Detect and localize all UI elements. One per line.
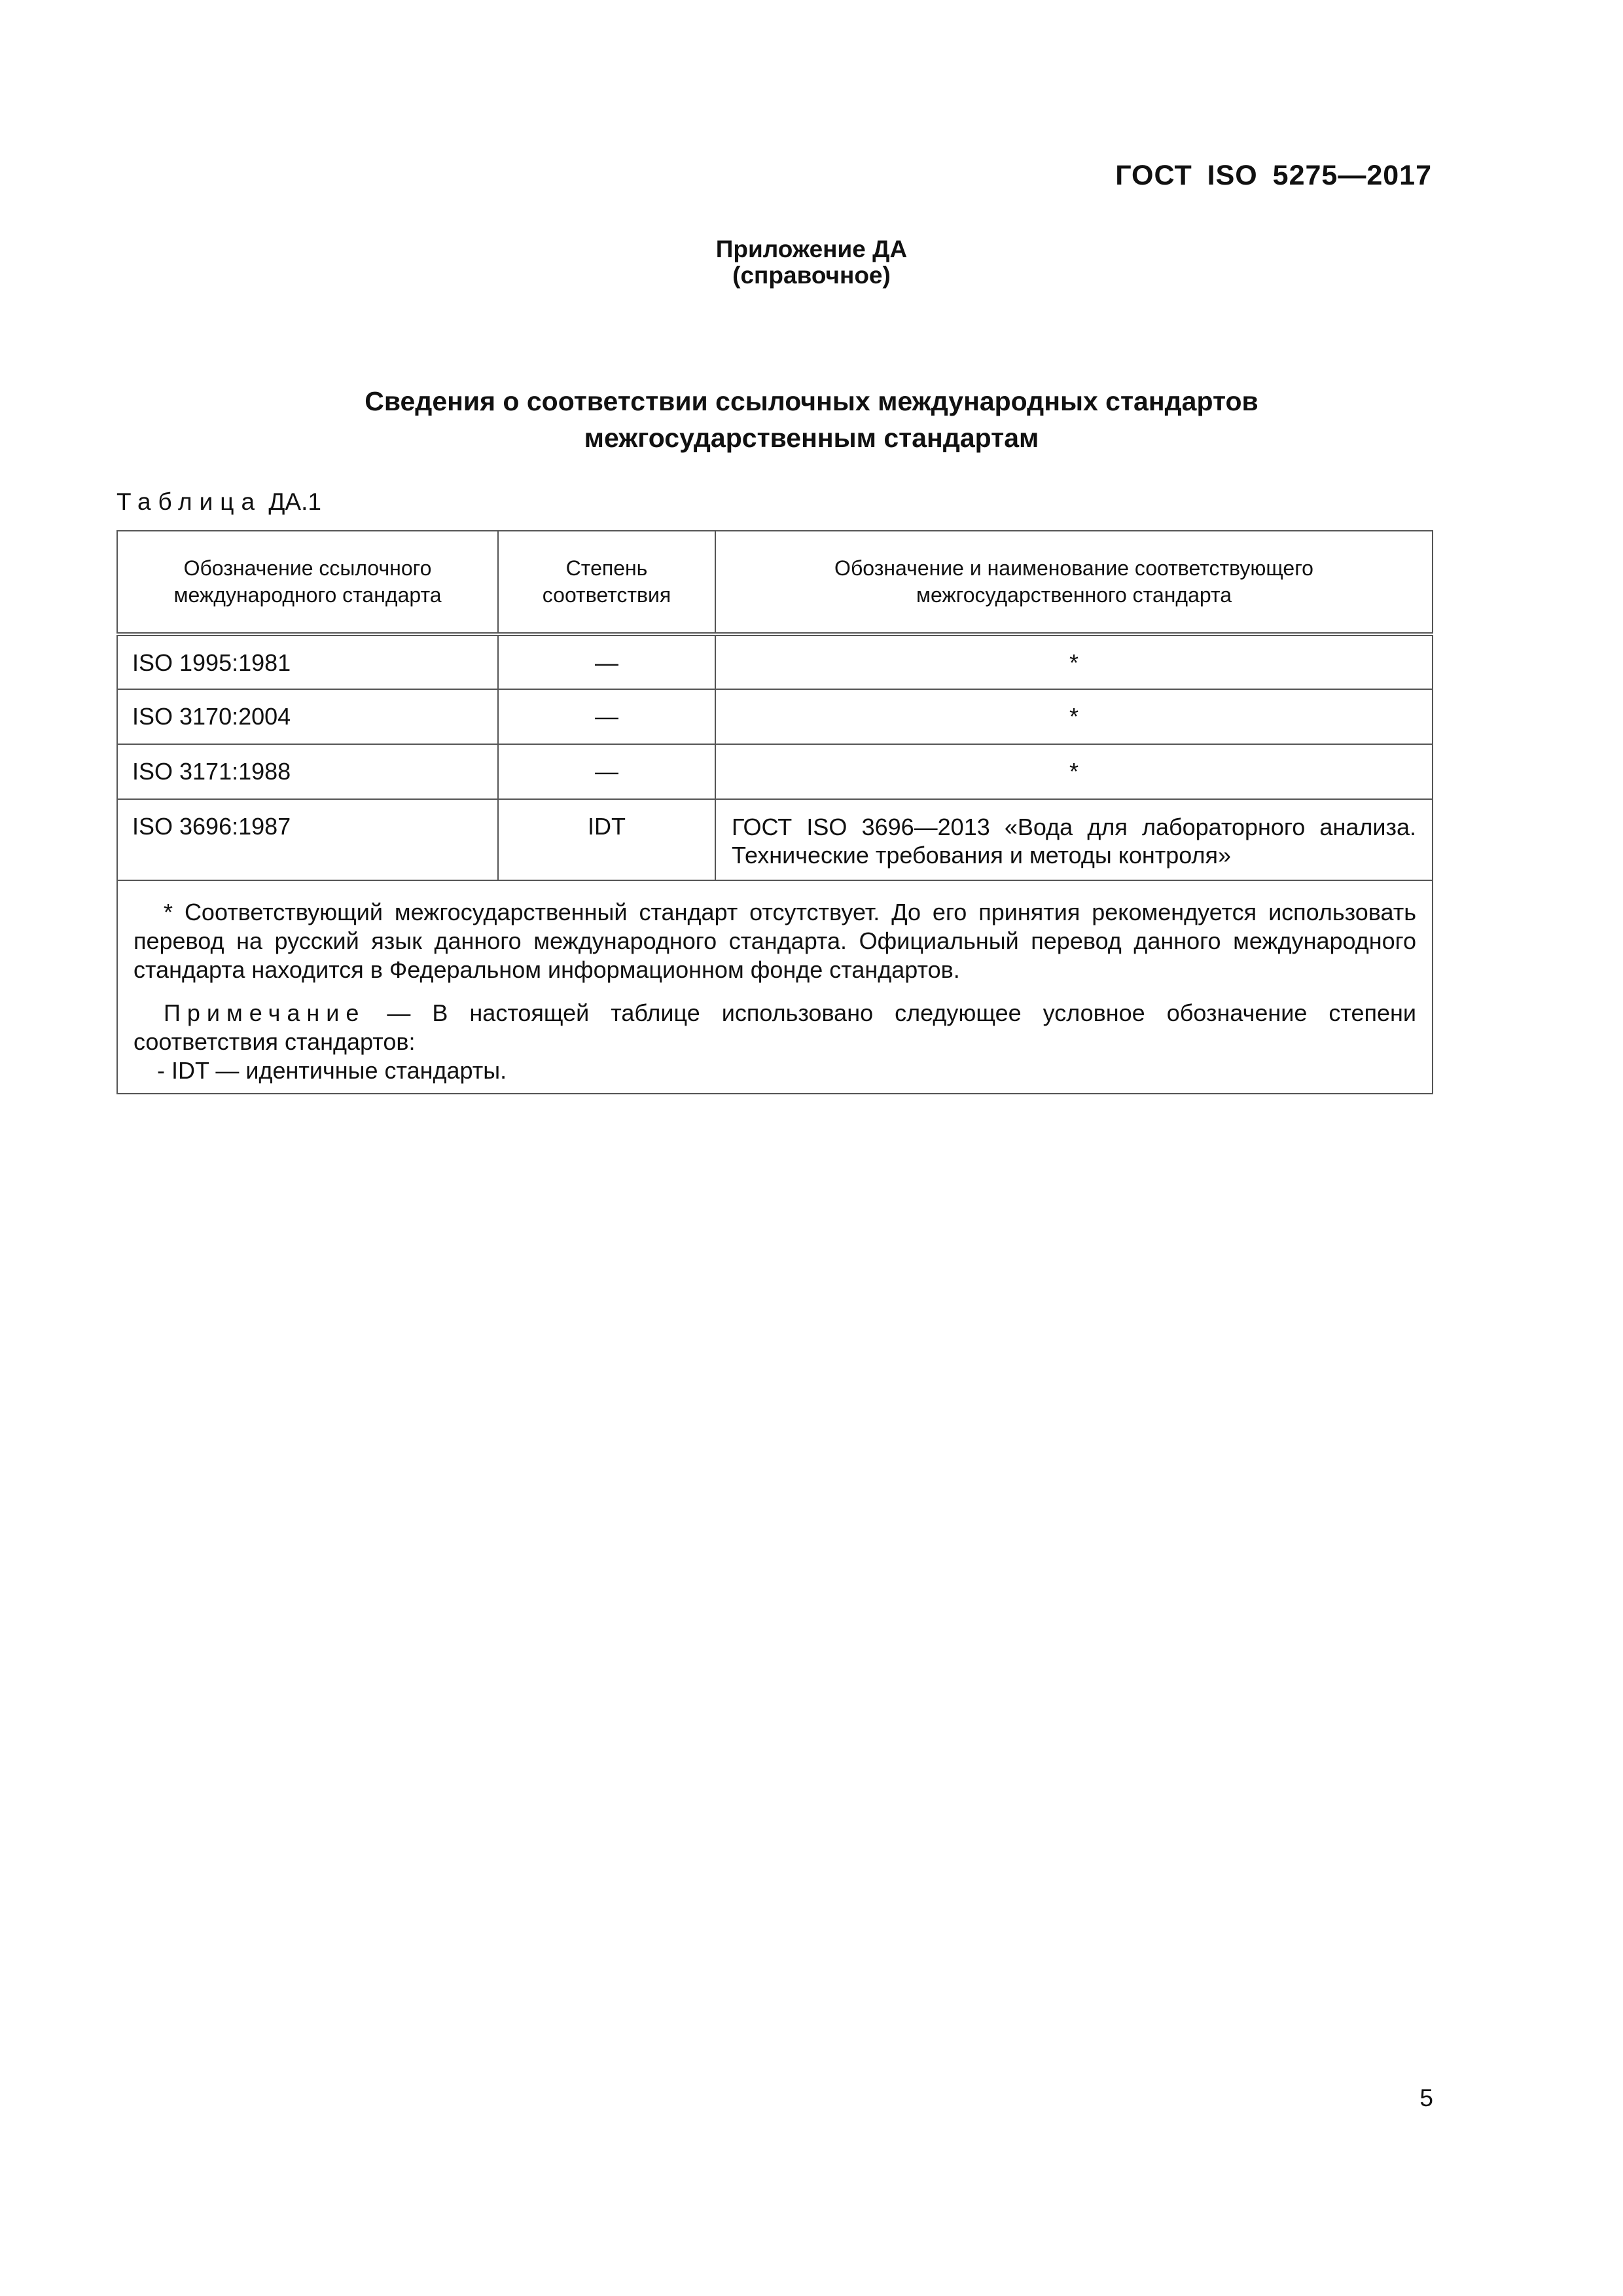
table-row — [117, 799, 1433, 880]
header-degree-text: Степень соответствия — [542, 556, 671, 607]
cell-degree: — — [498, 744, 715, 799]
cell-code: ISO 3170:2004 — [117, 689, 498, 744]
cell-degree: — — [498, 689, 715, 744]
annex-title: Приложение ДА — [715, 236, 908, 262]
header-interstate-standard — [715, 531, 1433, 634]
table-label-number: ДА.1 — [268, 488, 321, 515]
header-degree — [498, 531, 715, 634]
table-label-word: Таблица — [116, 488, 262, 515]
header-interstate-standard-text: Обозначение и наименование соответствующего межгосударственного стандарта — [834, 556, 1313, 607]
correspondence-table — [116, 530, 1433, 1094]
header-international-standard-text: Обозначение ссылочного международного стандарта — [173, 556, 442, 607]
table-row — [117, 689, 1433, 744]
table-row — [117, 634, 1433, 689]
note-label: Примечание — [164, 999, 366, 1026]
cell-degree: IDT — [498, 799, 715, 880]
cell-gost: ГОСТ ISO 3696—2013 «Вода для лабораторного анализа. Технические требования и методы контроля» — [715, 799, 1433, 880]
page-number: 5 — [1419, 2085, 1433, 2111]
section-title-line-1: Сведения о соответствии ссылочных международных стандартов — [365, 386, 1258, 416]
note-paragraph — [134, 999, 1416, 1056]
header-international-standard — [117, 531, 498, 634]
cell-gost: * — [715, 744, 1433, 799]
cell-code: ISO 3171:1988 — [117, 744, 498, 799]
table-label — [116, 488, 321, 516]
cell-code: ISO 3696:1987 — [117, 799, 498, 880]
note-list-item — [134, 1056, 1416, 1085]
note-text: — В настоящей таблице использовано следующее условное обозначение степени соответствия стандартов: — [134, 999, 1416, 1055]
section-title-line-2: межгосударственным стандартам — [584, 423, 1039, 453]
note-list-item-text: - IDT — идентичные стандарты. — [157, 1057, 507, 1084]
cell-gost: * — [715, 689, 1433, 744]
table-row — [117, 744, 1433, 799]
footnote-text: * Соответствующий межгосударственный стандарт отсутствует. До его принятия рекомендуется использовать перевод на русский язык данного международного стандарта. Официальный перевод данного международного стандарта находится в Федеральном информационном фонде стандартов. — [134, 899, 1416, 983]
cell-gost: * — [715, 634, 1433, 689]
cell-degree: — — [498, 634, 715, 689]
cell-code: ISO 1995:1981 — [117, 634, 498, 689]
table-footer-row — [117, 880, 1433, 1094]
table-footer — [117, 880, 1433, 1094]
document-code-header: ГОСТ ISO 5275—2017 — [1115, 160, 1432, 191]
annex-subtitle: (справочное) — [732, 262, 891, 289]
